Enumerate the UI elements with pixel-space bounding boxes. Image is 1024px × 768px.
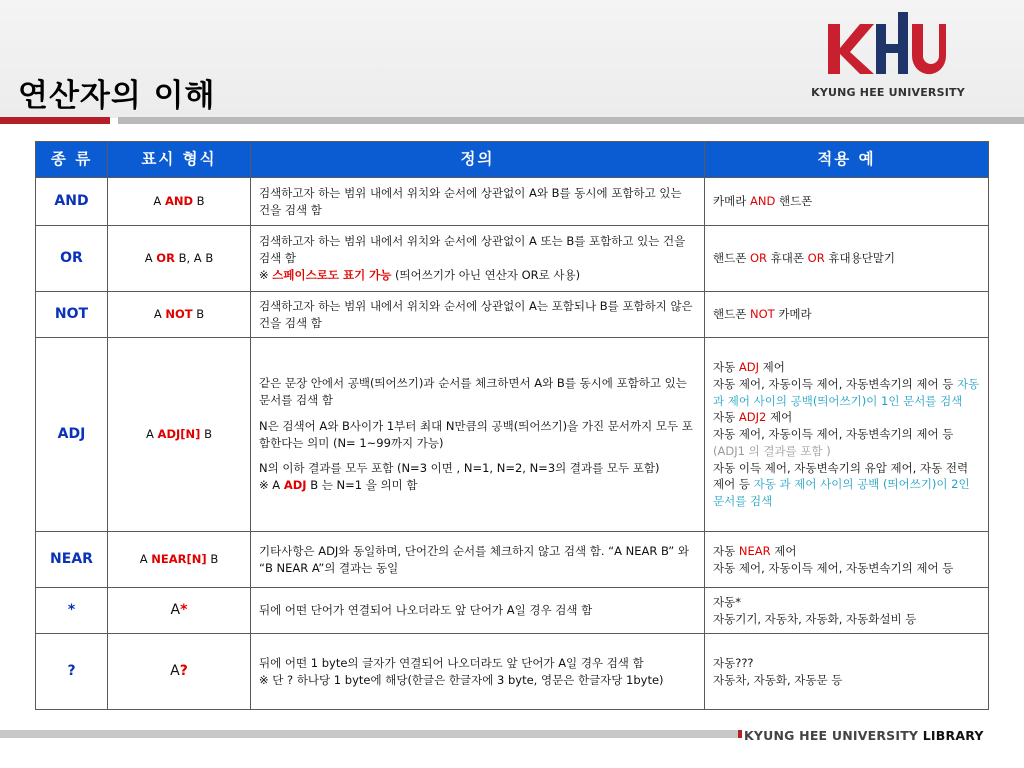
table-row xyxy=(36,178,989,226)
format-cell: A AND B xyxy=(108,178,251,226)
definition-note: ※ A ADJ B 는 N=1 을 의미 함 xyxy=(259,477,418,492)
footer-library-label: KYUNG HEE UNIVERSITY LIBRARY xyxy=(744,728,984,743)
table-row xyxy=(36,292,989,338)
page-title: 연산자의 이해 xyxy=(18,78,216,114)
table-row xyxy=(36,634,989,710)
title-rule xyxy=(118,117,1024,124)
column-header-kind: 종 류 xyxy=(36,142,108,178)
format-cell: A* xyxy=(108,588,251,634)
definition-cell: 검색하고자 하는 범위 내에서 위치와 순서에 상관없이 A 또는 B를 포함하고 있는 건을 검색 함 ※ 스페이스로도 표기 가능 (띄어쓰기가 아닌 연산자 OR로 사용) xyxy=(251,226,705,292)
operator-keyword: AND xyxy=(164,194,194,209)
example-cell: 핸드폰 OR 휴대폰 OR 휴대용단말기 xyxy=(705,226,989,292)
operator-name: NOT xyxy=(36,292,108,338)
operator-name: AND xyxy=(36,178,108,226)
operator-keyword: ? xyxy=(179,663,188,680)
operator-name: NEAR xyxy=(36,532,108,588)
university-logo xyxy=(808,8,968,106)
column-header-format: 표시 형식 xyxy=(108,142,251,178)
table-row xyxy=(36,532,989,588)
format-cell: A NEAR[N] B xyxy=(108,532,251,588)
format-cell: A? xyxy=(108,634,251,710)
footer-accent xyxy=(738,730,742,738)
operator-name: OR xyxy=(36,226,108,292)
operator-keyword: OR xyxy=(156,251,175,266)
operator-name: ? xyxy=(36,634,108,710)
format-cell: A OR B, A B xyxy=(108,226,251,292)
column-header-example: 적용 예 xyxy=(705,142,989,178)
operator-keyword: NEAR[N] xyxy=(151,552,207,567)
column-header-definition: 정의 xyxy=(251,142,705,178)
example-cell: 자동 NEAR 제어 자동 제어, 자동이득 제어, 자동변속기의 제어 등 xyxy=(705,532,989,588)
title-rule-accent xyxy=(0,117,110,124)
khu-logo-icon xyxy=(822,8,946,78)
example-cell: 카메라 AND 핸드폰 xyxy=(705,178,989,226)
format-cell: A ADJ[N] B xyxy=(108,338,251,532)
example-cell: 자동??? 자동차, 자동화, 자동문 등 xyxy=(705,634,989,710)
definition-cell: 같은 문장 안에서 공백(띄어쓰기)과 순서를 체크하면서 A와 B를 동시에 포함하고 있는 문서를 검색 함 N은 검색어 A와 B사이가 1부터 최대 N만큼의 공백(띄어쓰기)을 가진 문서까지 모두 포함한다는 의미 (N= 1~99까지 가능) N의 이하 결과를 모두 포함 (N=3 이면 , N=1, N=2, N=3의 결과를 모두 포함) ※ A ADJ B 는 N=1 을 의미 함 xyxy=(251,338,705,532)
operator-keyword: ADJ[N] xyxy=(157,427,201,442)
table-row xyxy=(36,226,989,292)
table-header-row xyxy=(36,142,989,178)
example-cell: 자동 ADJ 제어 자동 제어, 자동이득 제어, 자동변속기의 제어 등 자동 과 제어 사이의 공백(띄어쓰기)이 1인 문서를 검색 자동 ADJ2 제어 자동 제어, 자동이득 제어, 자동변속기의 제어 등 (ADJ1 의 결과를 포함 ) 자동 이득 제어, 자동변속기의 유압 제어, 자동 전력 제어 등 자동 과 제어 사이의 공백 (띄어쓰기)이 2인 문서를 검색 xyxy=(705,338,989,532)
definition-cell: 기타사항은 ADJ와 동일하며, 단어간의 순서를 체크하지 않고 검색 함. “A NEAR B” 와 “B NEAR A”의 결과는 동일 xyxy=(251,532,705,588)
operator-name: ADJ xyxy=(36,338,108,532)
example-cell: 자동* 자동기기, 자동차, 자동화, 자동화설비 등 xyxy=(705,588,989,634)
table-row xyxy=(36,588,989,634)
format-cell: A NOT B xyxy=(108,292,251,338)
university-name: KYUNG HEE UNIVERSITY xyxy=(811,86,965,99)
definition-note: ※ 단 ? 하나당 1 byte에 해당(한글은 한글자에 3 byte, 영문은 한글자당 1byte) xyxy=(259,672,664,687)
operator-keyword: NOT xyxy=(165,307,193,322)
table-row xyxy=(36,338,989,532)
definition-cell: 뒤에 어떤 단어가 연결되어 나오더라도 앞 단어가 A일 경우 검색 함 xyxy=(251,588,705,634)
operator-keyword: * xyxy=(180,602,188,619)
example-cell: 핸드폰 NOT 카메라 xyxy=(705,292,989,338)
operator-name: * xyxy=(36,588,108,634)
definition-cell: 검색하고자 하는 범위 내에서 위치와 순서에 상관없이 A와 B를 동시에 포함하고 있는 건을 검색 함 xyxy=(251,178,705,226)
footer-rule xyxy=(0,730,738,738)
operator-table xyxy=(35,141,989,710)
definition-cell: 검색하고자 하는 범위 내에서 위치와 순서에 상관없이 A는 포함되나 B를 포함하지 않은 건을 검색 함 xyxy=(251,292,705,338)
definition-note: ※ 스페이스로도 표기 가능 (띄어쓰기가 아닌 연산자 OR로 사용) xyxy=(259,267,581,282)
definition-cell: 뒤에 어떤 1 byte의 글자가 연결되어 나오더라도 앞 단어가 A일 경우 검색 함 ※ 단 ? 하나당 1 byte에 해당(한글은 한글자에 3 byte, 영문은 한글자당 1byte) xyxy=(251,634,705,710)
